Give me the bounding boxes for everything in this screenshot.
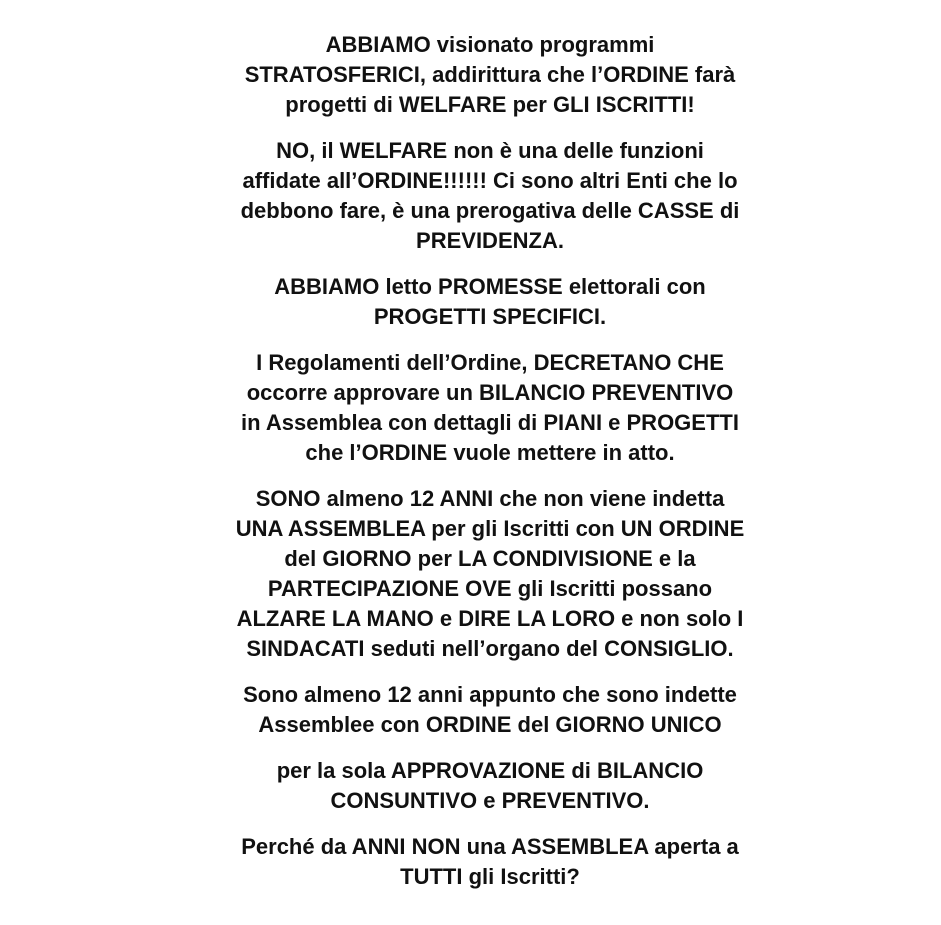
paragraph-regulations-budget: I Regolamenti dell’Ordine, DECRETANO CHE occorre approvare un BILANCIO PREVENTIVO in Assemblea con dettagli di PIANI e PROGETTI che l’ORDINE vuole mettere in atto. <box>241 350 739 465</box>
paragraph-welfare-programs: ABBIAMO visionato programmi STRATOSFERICI, addirittura che l’ORDINE farà progetti di WELFARE per GLI ISCRITTI! <box>244 32 736 117</box>
document-body <box>0 30 941 908</box>
paragraph-closing-question: Perché da ANNI NON una ASSEMBLEA aperta a TUTTI gli Iscritti? <box>241 834 739 889</box>
paragraph-no-assembly-12-years: SONO almeno 12 ANNI che non viene indetta UNA ASSEMBLEA per gli Iscritti con UN ORDINE del GIORNO per LA CONDIVISIONE e la PARTECIPAZIONE OVE gli Iscritti possano ALZARE LA MANO e DIRE LA LORO e non solo I SINDACATI seduti nell’organo del CONSIGLIO. <box>235 486 745 661</box>
paragraph-electoral-promises: ABBIAMO letto PROMESSE elettorali con PROGETTI SPECIFICI. <box>274 274 706 329</box>
paragraph-budget-approval-only: per la sola APPROVAZIONE di BILANCIO CONSUNTIVO e PREVENTIVO. <box>276 758 704 813</box>
paragraph-welfare-not-order-function: NO, il WELFARE non è una delle funzioni affidate all’ORDINE!!!!!! Ci sono altri Enti che lo debbono fare, è una prerogativa delle CASSE di PREVIDENZA. <box>240 138 740 253</box>
paragraph-single-agenda-assemblies: Sono almeno 12 anni appunto che sono indette Assemblee con ORDINE del GIORNO UNICO <box>243 682 737 737</box>
